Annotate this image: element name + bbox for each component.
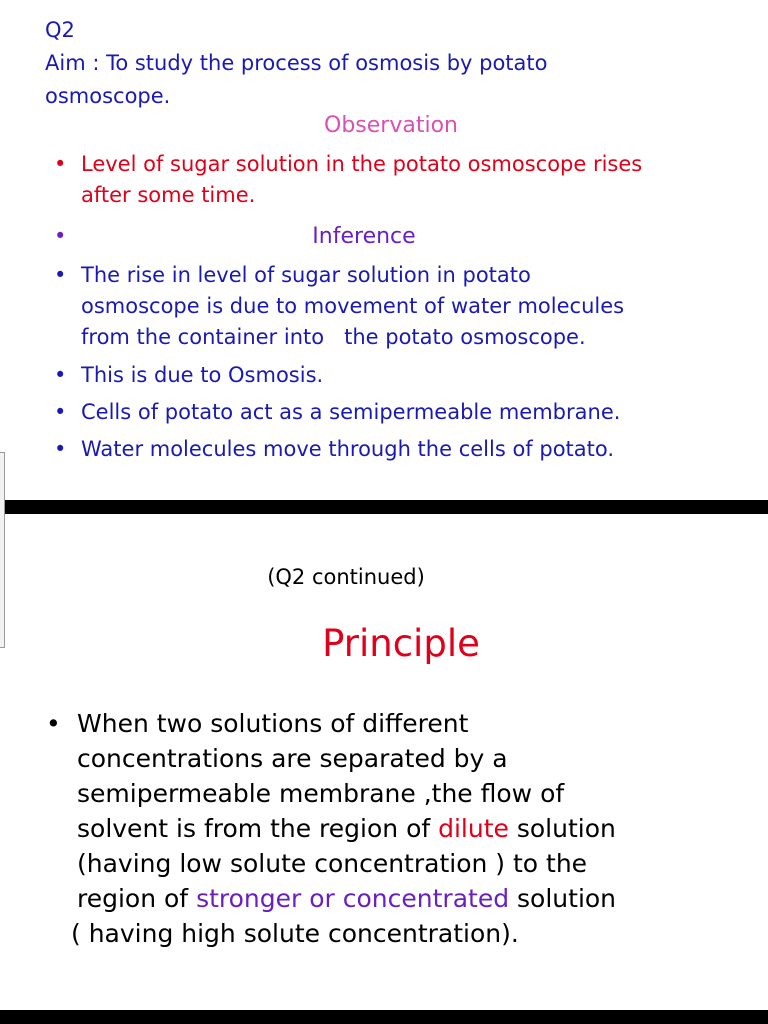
observation-text [81, 149, 642, 211]
continued-label: (Q2 continued) [267, 565, 425, 589]
principle-bullet: • [46, 709, 61, 738]
inference-point-1-line-2: osmoscope is due to movement of water molecules [81, 294, 625, 318]
principle-line-6-end: solution [509, 884, 617, 913]
slide-observation-inference [0, 0, 768, 500]
inference-point-4: Water molecules move through the cells of potato. [81, 437, 615, 461]
observation-heading: Observation [324, 113, 458, 138]
inference-point-1 [81, 260, 624, 353]
principle-line-1: When two solutions of different [77, 709, 469, 738]
inference-point-1-line-1: The rise in level of sugar solution in potato [81, 263, 531, 287]
question-number: Q2 [45, 18, 75, 42]
principle-line-3: semipermeable membrane ,the flow of [77, 779, 565, 808]
inference-bullet-4: • [54, 437, 67, 461]
dilute-highlight: dilute [438, 814, 509, 843]
inference-bullet: • [54, 224, 67, 248]
scroll-handle[interactable] [0, 452, 5, 648]
principle-line-4-end: solution [508, 814, 616, 843]
observation-bullet: • [54, 152, 67, 176]
observation-line-1: Level of sugar solution in the potato osmoscope rises [81, 152, 643, 176]
observation-line-2: after some time. [81, 183, 256, 207]
aim-line-1: Aim : To study the process of osmosis by potato [45, 51, 548, 75]
principle-line-6-start: region of [77, 884, 197, 913]
inference-point-1-line-3: from the container into the potato osmoscope. [81, 325, 586, 349]
principle-line-7: ( having high solute concentration). [71, 919, 519, 948]
principle-line-6 [77, 881, 616, 916]
principle-line-2: concentrations are separated by a [77, 744, 508, 773]
aim-line-2: osmoscope. [45, 84, 171, 108]
principle-line-5: (having low solute concentration ) to the [77, 849, 588, 878]
inference-point-2: This is due to Osmosis. [81, 363, 324, 387]
inference-heading: Inference [312, 224, 416, 249]
principle-heading: Principle [322, 622, 480, 665]
principle-line-4-start: solvent is from the region of [77, 814, 439, 843]
inference-bullet-3: • [54, 400, 67, 424]
slide-divider [0, 500, 768, 514]
bottom-divider [0, 1010, 768, 1024]
concentrated-highlight: stronger or concentrated [196, 884, 510, 913]
slide-principle [0, 514, 768, 1010]
principle-text [71, 706, 617, 951]
inference-bullet-2: • [54, 363, 67, 387]
principle-line-4 [77, 811, 616, 846]
inference-point-3: Cells of potato act as a semipermeable membrane. [81, 400, 621, 424]
inference-bullet-1: • [54, 263, 67, 287]
